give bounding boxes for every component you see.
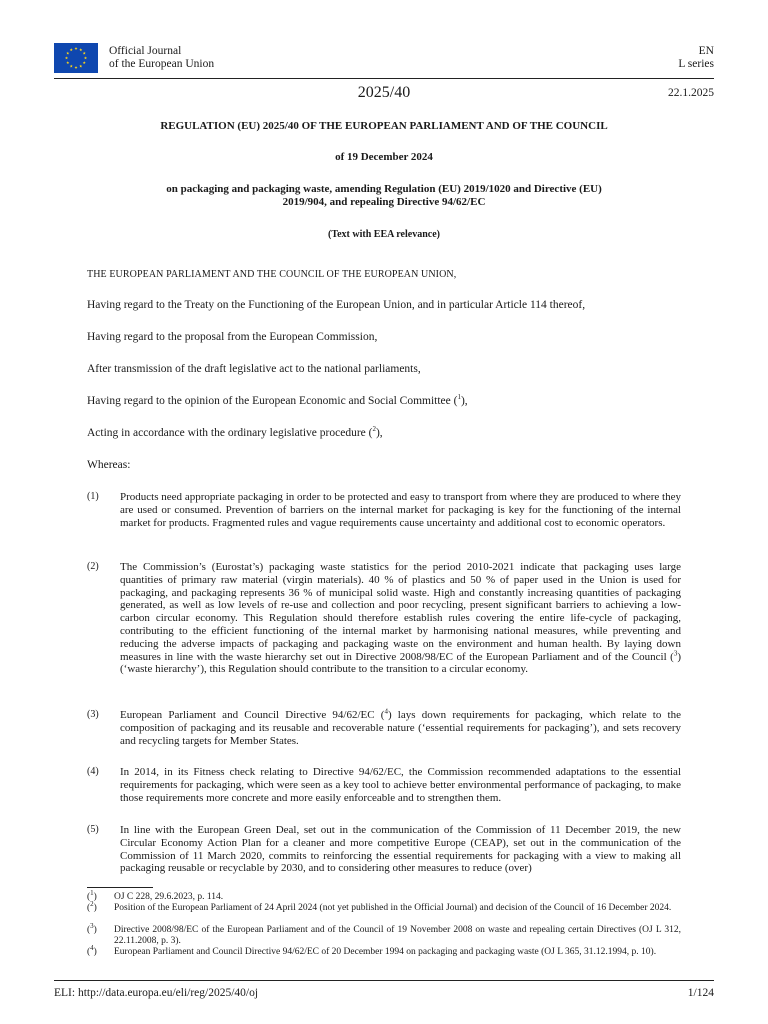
recital-text <box>120 709 681 747</box>
footer-divider <box>54 980 714 981</box>
regulation-date: of 19 December 2024 <box>335 151 433 163</box>
preamble-transmission: After transmission of the draft legislative act to the national parliaments, <box>87 363 421 375</box>
recital-text-a: European Parliament and Council Directive 94/62/EC ( <box>120 709 385 721</box>
footnote-number: ($^2$) <box>87 899 97 913</box>
footnote-ref-3[interactable]: 3 <box>673 648 678 657</box>
footnote-ref-2[interactable]: 2 <box>372 425 376 434</box>
footnote-num-sup: 3 <box>90 921 94 930</box>
footnote-number: ($^4$) <box>87 943 97 957</box>
footnote-2 <box>87 899 681 914</box>
regulation-subject-line1: on packaging and packaging waste, amending Regulation (EU) 2019/1020 and Directive (EU) <box>166 183 602 195</box>
preamble-procedure <box>87 427 681 440</box>
recital-5 <box>87 824 681 875</box>
footnote-num-sup: 4 <box>90 943 94 952</box>
recital-text-b: ) (‘waste hierarchy’), this Regulation should contribute to the transition to a circular economy. <box>120 650 681 676</box>
recital-number: (3) <box>87 709 99 720</box>
recital-number: (2) <box>87 561 99 572</box>
footnote-3 <box>87 921 681 947</box>
footnote-ref-1[interactable]: 1 <box>457 393 461 402</box>
journal-title-line2: of the European Union <box>109 58 215 70</box>
footnote-text: OJ C 228, 29.6.2023, p. 114. <box>114 892 224 902</box>
regulation-subject-line2: 2019/904, and repealing Directive 94/62/EC <box>282 196 486 208</box>
recital-number: (4) <box>87 766 99 777</box>
preamble-procedure-text: Acting in accordance with the ordinary legislative procedure ( <box>87 427 373 439</box>
footnote-num-sup: 2 <box>90 899 94 908</box>
header-divider <box>54 78 714 79</box>
footnote-number: ($^1$) <box>87 888 97 902</box>
recital-2 <box>87 561 681 676</box>
page-number: 1/124 <box>687 987 714 999</box>
regulation-title: REGULATION (EU) 2025/40 OF THE EUROPEAN PARLIAMENT AND OF THE COUNCIL <box>160 120 608 132</box>
preamble-opinion-end: ), <box>460 395 468 407</box>
footnote-num-sup: 1 <box>90 888 94 897</box>
footnote-1 <box>87 888 681 903</box>
preamble-opinion <box>87 395 681 408</box>
footnote-number: ($^3$) <box>87 921 97 935</box>
recital-3 <box>87 709 681 747</box>
document-number: 2025/40 <box>357 84 411 101</box>
recital-number: (1) <box>87 491 99 502</box>
footnote-text: European Parliament and Council Directive 94/62/EC of 20 December 1994 on packaging and packaging waste (OJ L 365, 31.12.1994, p. 10). <box>114 947 657 957</box>
language-series <box>678 45 714 71</box>
footnote-text: Directive 2008/98/EC of the European Parliament and of the Council of 19 November 2008 on waste and repealing certain Directives (OJ L 312, 22.11.2008, p. 3). <box>114 925 681 946</box>
eea-relevance: (Text with EEA relevance) <box>328 229 440 240</box>
preamble-opinion-text: Having regard to the opinion of the European Economic and Social Committee ( <box>87 395 458 407</box>
recital-text: In 2014, in its Fitness check relating to Directive 94/62/EC, the Commission recommended adaptations to the essential requirements for packaging, which were seen as a key tool to achieve better environmental performance of packaging, to make those requirements more concrete and more easily enforceable and to strengthen them. <box>120 766 681 804</box>
recital-1 <box>87 491 681 529</box>
recital-text-b: ) lays down requirements for packaging, which relate to the composition of packaging and its reusable and recoverable nature (‘essential requirements for packaging’), and sets recovery and recycling targets for Member States. <box>120 709 681 747</box>
preamble-whereas: Whereas: <box>87 459 131 471</box>
preamble-procedure-end: ), <box>375 427 383 439</box>
recital-text: Products need appropriate packaging in order to be protected and easy to transport from where they are produced to where they are used or consumed. Prevention of barriers on the internal market for packaging is key for the functioning of the internal market for products. Fragmented rules and vague requirements cause uncertainty and additional cost to economic operators. <box>120 491 681 529</box>
recital-text-a: The Commission’s (Eurostat’s) packaging waste statistics for the period 2010-2021 indicate that packaging uses large quantities of primary raw material (virgin materials). 40 % of plastics and 50 % of paper used in the Union is used for packaging, and packaging represents 36 % of municipal solid waste. High and constantly increasing quantities of packaging generated, as well as low levels of re-use and collection and poor recycling, present significant barriers to achieving a low-carbon circular economy. This Regulation should therefore establish rules covering the entire life-cycle of packaging, contributing to the efficient functioning of the internal market by harmonising national measures, while preventing and reducing the adverse impacts of packaging and packaging waste on the environment and human health. By laying down measures in line with the waste hierarchy set out in Directive 2008/98/EC of the European Parliament and of the Council ( <box>120 561 681 663</box>
language-code: EN <box>698 45 714 57</box>
preamble-proposal: Having regard to the proposal from the European Commission, <box>87 331 378 343</box>
regulation-subject <box>0 183 768 209</box>
eli-link[interactable]: ELI: http://data.europa.eu/eli/reg/2025/40/oj <box>54 987 259 999</box>
recital-4 <box>87 766 681 804</box>
eu-flag-icon <box>54 43 98 73</box>
series-label: L series <box>678 58 714 70</box>
footnote-text: Position of the European Parliament of 24 April 2024 (not yet published in the Official Journal) and decision of the Council of 16 December 2024. <box>114 903 672 913</box>
recital-number: (5) <box>87 824 99 835</box>
preamble-institutions: THE EUROPEAN PARLIAMENT AND THE COUNCIL OF THE EUROPEAN UNION, <box>87 269 457 280</box>
footnote-divider <box>87 887 153 888</box>
journal-title-line1: Official Journal <box>109 45 182 57</box>
recital-text: In line with the European Green Deal, set out in the communication of the Commission of 11 December 2019, the new Circular Economy Action Plan for a cleaner and more competitive Europe (CEAP), set out in the communication of the Commission of 11 March 2020, commits to reinforcing the essential requirements for packaging with a view to making all packaging reusable or recyclable by 2030, and to considering other measures to reduce (over) <box>120 824 681 875</box>
recital-text <box>120 561 681 676</box>
journal-title <box>109 45 214 71</box>
footnote-4 <box>87 943 681 958</box>
publication-date: 22.1.2025 <box>668 87 714 99</box>
footnote-ref-4[interactable]: 4 <box>384 707 388 716</box>
preamble-treaty: Having regard to the Treaty on the Functioning of the European Union, and in particular Article 114 thereof, <box>87 299 586 311</box>
